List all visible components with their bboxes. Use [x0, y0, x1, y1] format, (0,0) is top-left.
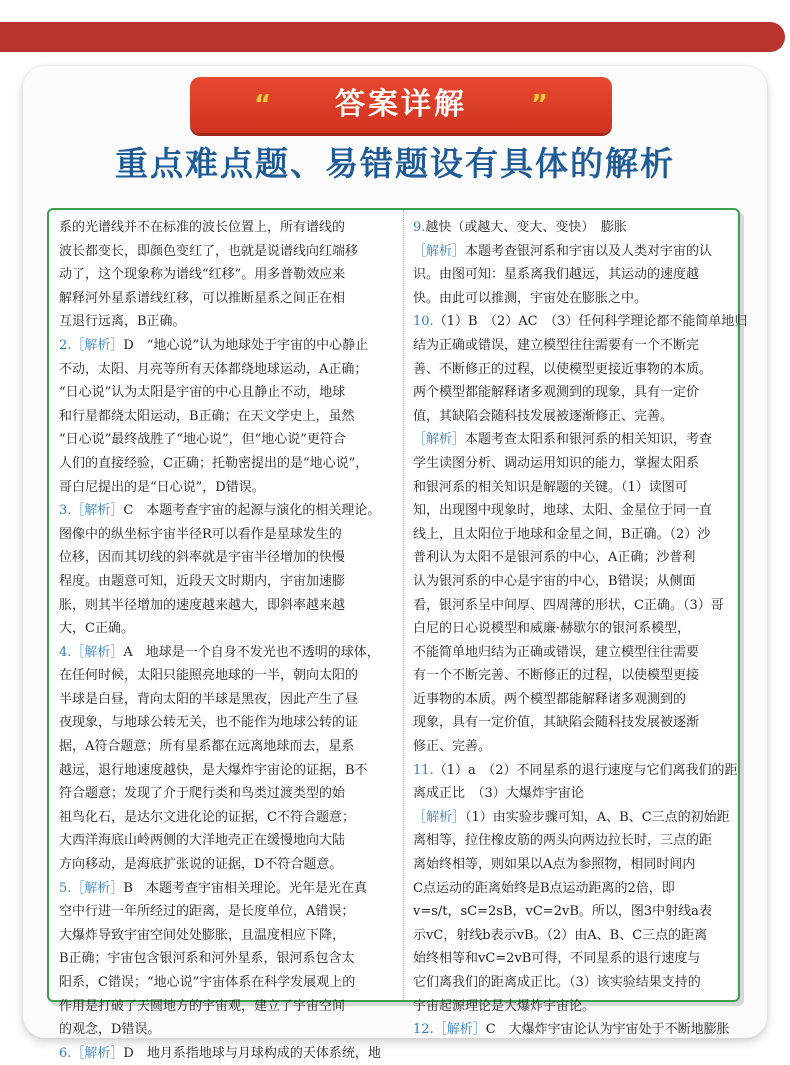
question-number: 4. [59, 644, 72, 660]
line-text: 宇宙起源理论是大爆炸宇宙论。 [413, 998, 596, 1014]
text-line [413, 1018, 738, 1042]
line-text: 大，C正确。 [59, 621, 134, 637]
text-line [413, 405, 738, 429]
text-line [59, 947, 397, 971]
line-text: 和行星都绕太阳运动，B正确；在天文学史上，虽然 [59, 408, 355, 424]
headline: 重点难点题、易错题设有具体的解析 [115, 144, 675, 183]
question-number: 12. [413, 1022, 434, 1038]
text-line [413, 287, 738, 311]
text-line [413, 947, 738, 971]
text-line [413, 924, 738, 948]
text-line [59, 216, 397, 240]
question-number: 11. [413, 762, 434, 778]
text-line [413, 711, 738, 735]
text-line [59, 688, 397, 712]
line-text: 近事物的本质。两个模型都能解释诸多观测到的 [413, 691, 687, 707]
text-line [59, 995, 397, 1019]
line-text: 离成正比 （3）大爆炸宇宙论 [413, 786, 584, 802]
line-text: 认为银河系的中心是宇宙的中心，B错误；从侧面 [413, 573, 696, 589]
analysis-tag: ［解析］ [413, 809, 466, 825]
line-text: 动了，这个现象称为谱线“红移”。用多普勒效应来 [59, 267, 346, 283]
text-line [59, 759, 397, 783]
text-line [59, 617, 397, 641]
line-text: 识。由图可知：星系离我们越远，其运动的速度越 [413, 267, 700, 283]
line-text: v=s/t，sC=2sB，vC=2vB。所以，图3中射线a表 [413, 904, 712, 920]
text-line [413, 853, 738, 877]
line-text: 线上，且太阳位于地球和金星之间，B正确。（2）沙 [413, 526, 711, 542]
text-line [413, 664, 738, 688]
line-text: 图像中的纵坐标宇宙半径R可以看作是星球发生的 [59, 526, 342, 542]
text-line [59, 334, 397, 358]
line-text: 大爆炸导致宇宙空间处处膨胀，且温度相应下降， [59, 927, 346, 943]
text-line [413, 900, 738, 924]
quote-right-icon: ” [530, 90, 548, 120]
text-line [59, 546, 397, 570]
text-line [59, 829, 397, 853]
text-line [59, 263, 397, 287]
line-text: 解释河外星系谱线红移，可以推断星系之间正在相 [59, 290, 346, 306]
line-text: 方向移动，是海底扩张说的证据，D不符合题意。 [59, 857, 343, 873]
text-line [413, 381, 738, 405]
analysis-tag: ［解析］ [433, 1022, 486, 1038]
text-line [59, 877, 397, 901]
line-text: 它们离我们的距离成正比。（3）该实验结果支持的 [413, 975, 701, 990]
line-text: 作用是打破了天圆地方的宇宙观，建立了宇宙空间 [59, 998, 346, 1014]
text-line [59, 1018, 397, 1042]
line-text: C点运动的距离始终是B点运动距离的2倍，即 [413, 880, 675, 896]
line-text: 夜现象，与地球公转无关，也不能作为地球公转的证 [59, 715, 359, 731]
text-line [59, 452, 397, 476]
text-line [413, 310, 748, 334]
line-text: 祖鸟化石，是达尔文进化论的证据，C不符合题意； [59, 809, 355, 825]
line-text: 看，银河系呈中间厚、四周薄的形状，C正确。（3）哥 [413, 597, 724, 613]
line-text: 据，A符合题意；所有星系都在远离地球而去，星系 [59, 739, 355, 755]
text-line [413, 829, 738, 853]
line-text: D “地心说”认为地球处于宇宙的中心静止 [123, 337, 369, 353]
text-line [413, 240, 738, 264]
text-line [413, 523, 738, 547]
analysis-tag: ［解析］ [413, 243, 466, 259]
text-line [59, 924, 397, 948]
top-accent-bar [0, 22, 785, 52]
quote-left-icon: “ [254, 90, 272, 120]
line-text: B正确；宇宙包含银河系和河外星系，银河系包含太 [59, 951, 355, 967]
question-number: 9. [413, 220, 426, 235]
line-text: 空中行进一年所经过的距离，是长度单位，A错误； [59, 904, 355, 920]
text-line [413, 263, 738, 287]
line-text: 值，其缺陷会随科技发展被逐渐修正、完善。 [413, 408, 674, 424]
text-line [59, 1042, 397, 1065]
line-text: 的观念，D错误。 [59, 1022, 161, 1038]
text-line [59, 594, 397, 618]
line-text: 人们的直接经验，C正确；托勒密提出的是“地心说”， [59, 455, 369, 471]
text-line [59, 664, 397, 688]
line-text: 知，出现图中现象时，地球、太阳、金星位于同一直 [413, 503, 713, 519]
text-line [413, 428, 738, 452]
text-line [59, 711, 397, 735]
analysis-tag: ［解析］ [71, 644, 124, 660]
text-line [413, 570, 738, 594]
text-line [59, 240, 397, 264]
text-line [59, 806, 397, 830]
left-column [59, 216, 397, 1065]
line-text: 互退行远离，B正确。 [59, 314, 186, 330]
line-text: C 大爆炸宇宙论认为宇宙处于不断地膨胀 [485, 1022, 730, 1038]
line-text: 始终相等和vC=2vB可得，不同星系的退行速度与 [413, 951, 701, 967]
question-number: 5. [59, 880, 72, 896]
text-line [413, 759, 738, 783]
line-text: 波长都变长，即颜色变红了，也就是说谱线向红端移 [59, 243, 359, 259]
text-line [59, 358, 397, 382]
line-text: 善、不断修正的过程，以使模型更接近事物的本质。 [413, 361, 713, 377]
line-text: 本题考查太阳系和银河系的相关知识，考查 [465, 432, 713, 448]
text-line [59, 428, 397, 452]
line-text: 离始终相等，则如果以A点为参照物，相同时间内 [413, 857, 696, 873]
line-text: 学生读图分析、调动运用知识的能力，掌握太阳系 [413, 455, 700, 471]
line-text: 越快（或越大、变大、变快） 膨胀 [425, 220, 627, 235]
text-line [413, 617, 738, 641]
text-line [59, 570, 397, 594]
line-text: 在任何时候，太阳只能照亮地球的一半，朝向太阳的 [59, 668, 359, 684]
line-text: 有一个不断完善、不断修正的过程，以使模型更接 [413, 668, 700, 684]
text-line [59, 853, 397, 877]
text-line [59, 499, 397, 523]
line-text: 不能简单地归结为正确或错误，建立模型往往需要 [413, 644, 700, 660]
text-line [413, 735, 738, 759]
analysis-tag: ［解析］ [71, 880, 124, 896]
text-line [413, 971, 738, 995]
text-line [413, 594, 738, 618]
line-text: C 本题考查宇宙的起源与演化的相关理论。 [123, 503, 381, 519]
line-text: 半球是白昼，背向太阳的半球是黑夜，因此产生了昼 [59, 691, 359, 707]
text-line [413, 806, 738, 830]
analysis-tag: ［解析］ [71, 503, 124, 519]
text-line [413, 499, 738, 523]
line-text: 哥白尼提出的是“日心说”，D错误。 [59, 479, 265, 495]
line-text: 程度。由题意可知，近段天文时期内，宇宙加速膨 [59, 573, 346, 589]
text-line [59, 782, 397, 806]
text-line [59, 476, 397, 500]
line-text: 和银河系的相关知识是解题的关键。（1）读图可 [413, 479, 688, 495]
text-line [413, 782, 738, 806]
line-text: （1）B （2）AC （3）任何科学理论都不能简单地归 [433, 314, 748, 330]
line-text: 位移，因而其切线的斜率就是宇宙半径增加的快慢 [59, 550, 346, 566]
line-text: 结为正确或错误，建立模型往往需要有一个不断完 [413, 337, 700, 353]
question-number: 6. [59, 1045, 72, 1061]
line-text: 快。由此可以推测，宇宙处在膨胀之中。 [413, 290, 648, 306]
line-text: 白尼的日心说模型和威廉·赫歇尔的银河系模型， [413, 621, 691, 637]
question-number: 10. [413, 314, 434, 330]
section-banner [190, 77, 612, 133]
text-line [413, 546, 738, 570]
text-line [59, 523, 397, 547]
question-number: 2. [59, 337, 72, 353]
line-text: 普利认为太阳不是银河系的中心，A正确；沙普利 [413, 550, 696, 566]
line-text: 阳系，C错误；“地心说”宇宙体系在科学发展观上的 [59, 975, 356, 990]
analysis-tag: ［解析］ [71, 1045, 124, 1061]
line-text: 现象，具有一定价值，其缺陷会随科技发展被逐渐 [413, 715, 700, 731]
line-text: “日心说”认为太阳是宇宙的中心且静止不动，地球 [59, 385, 346, 401]
line-text: D 地月系指地球与月球构成的天体系统，地 [123, 1045, 381, 1061]
text-line [59, 405, 397, 429]
line-text: “日心说”最终战胜了“地心说”，但“地心说”更符合 [59, 432, 346, 448]
banner-title: 答案详解 [335, 87, 467, 122]
line-text: （1）a （2）不同星系的退行速度与它们离我们的距 [433, 762, 738, 778]
line-text: 系的光谱线并不在标准的波长位置上，所有谱线的 [59, 220, 346, 235]
line-text: 胀，则其半径增加的速度越来越大，即斜率越来越 [59, 597, 346, 613]
text-line [59, 900, 397, 924]
question-number: 3. [59, 503, 72, 519]
text-line [59, 641, 397, 665]
text-line [59, 310, 397, 334]
line-text: 越远，退行地速度越快，是大爆炸宇宙论的证据，B不 [59, 762, 368, 778]
answer-page [47, 208, 748, 1061]
line-text: 离相等，拉住橡皮筋的两头向两边拉长时，三点的距 [413, 833, 713, 849]
text-line [413, 641, 738, 665]
line-text: （1）由实验步骤可知，A、B、C三点的初始距 [465, 809, 730, 825]
text-line [59, 971, 397, 995]
column-divider [403, 210, 404, 1000]
text-line [413, 334, 738, 358]
text-line [413, 452, 738, 476]
text-line [413, 476, 738, 500]
line-text: 修正、完善。 [413, 739, 492, 755]
line-text: B 本题考查宇宙相关理论。光年是光在真 [123, 880, 367, 896]
text-line [413, 995, 738, 1019]
text-line [413, 216, 738, 240]
line-text: 本题考查银河系和宇宙以及人类对宇宙的认 [465, 243, 713, 259]
analysis-tag: ［解析］ [413, 432, 466, 448]
analysis-tag: ［解析］ [71, 337, 124, 353]
line-text: 符合题意；发现了介于爬行类和鸟类过渡类型的始 [59, 786, 346, 802]
line-text: A 地球是一个自身不发光也不透明的球体， [123, 644, 380, 660]
line-text: 不动，太阳、月亮等所有天体都绕地球运动，A正确； [59, 361, 368, 377]
line-text: 大西洋海底山岭两侧的大洋地壳正在缓慢地向大陆 [59, 833, 346, 849]
right-column [413, 216, 748, 1042]
line-text: 两个模型都能解释诸多观测到的现象，具有一定价 [413, 385, 700, 401]
line-text: 示vC，射线b表示vB。（2）由A、B、C三点的距离 [413, 927, 708, 943]
text-line [413, 877, 738, 901]
text-line [59, 287, 397, 311]
text-line [413, 688, 738, 712]
text-line [59, 381, 397, 405]
text-line [59, 735, 397, 759]
text-line [413, 358, 738, 382]
